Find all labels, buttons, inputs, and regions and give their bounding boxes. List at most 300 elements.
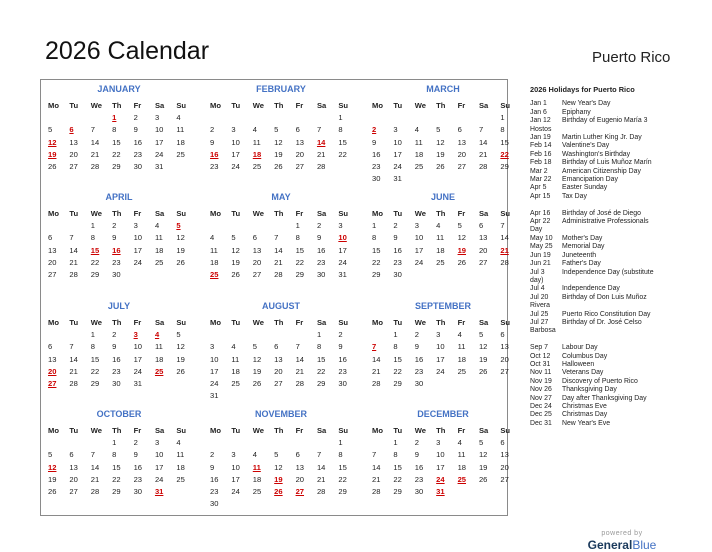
- holiday-name: Independence Day (substitute: [562, 268, 654, 276]
- day-cell: 20: [69, 474, 78, 484]
- day-cell: 17: [414, 245, 424, 255]
- day-cell: 16: [414, 462, 424, 472]
- weekday-header: Mo: [48, 209, 59, 218]
- day-cell: 4: [457, 438, 462, 448]
- day-cell: 28: [295, 378, 305, 388]
- empty-cell: [44, 437, 65, 449]
- weekday-header: Tu: [231, 426, 241, 435]
- day-cell: 9: [112, 342, 117, 352]
- holiday-date: Jun 19: [530, 251, 551, 259]
- day-cell: 13: [48, 354, 57, 364]
- weekday-header: Th: [112, 209, 122, 218]
- holiday-day-cell: 7: [372, 342, 377, 352]
- day-cell: 27: [500, 474, 509, 484]
- month-name: FEBRUARY: [256, 84, 306, 94]
- weekday-header: We: [252, 209, 265, 218]
- day-cell: 23: [112, 366, 121, 376]
- day-cell: 2: [133, 438, 138, 448]
- day-cell: 19: [274, 149, 283, 159]
- day-cell: 30: [414, 378, 424, 388]
- day-cell: 11: [457, 342, 466, 352]
- day-cell: 21: [316, 474, 326, 484]
- day-cell: 14: [316, 462, 326, 472]
- day-cell: 6: [295, 125, 300, 135]
- day-cell: 7: [316, 450, 322, 460]
- weekday-header: Th: [112, 101, 122, 110]
- empty-cell: [368, 437, 389, 449]
- day-cell: 2: [414, 330, 420, 340]
- day-cell: 10: [133, 342, 143, 352]
- day-cell: 28: [69, 378, 78, 388]
- day-cell: 17: [338, 245, 347, 255]
- day-cell: 14: [478, 137, 488, 147]
- day-cell: 7: [69, 342, 74, 352]
- holiday-day-cell: 24: [436, 474, 445, 484]
- weekday-header: Mo: [372, 426, 383, 435]
- holiday-name: Father's Day: [562, 260, 601, 268]
- holiday-list-item: [530, 294, 705, 302]
- weekday-header: Tu: [393, 209, 403, 218]
- day-cell: 15: [393, 354, 402, 364]
- empty-cell: [44, 220, 65, 232]
- day-cell: 23: [414, 366, 424, 376]
- day-cell: 6: [457, 125, 462, 135]
- day-cell: 23: [338, 366, 347, 376]
- weekday-header: Th: [436, 318, 446, 327]
- holiday-name: Independence Day: [562, 285, 620, 293]
- weekday-header: Sa: [154, 318, 165, 327]
- holiday-date: Apr 5: [530, 184, 547, 192]
- month-name: JUNE: [430, 192, 455, 202]
- day-cell: 27: [69, 161, 78, 171]
- holiday-date: Jan 6: [530, 108, 547, 116]
- day-cell: 6: [48, 233, 53, 243]
- day-cell: 18: [176, 137, 185, 147]
- day-cell: 2: [133, 113, 138, 123]
- day-cell: 29: [372, 269, 381, 279]
- day-cell: 16: [112, 354, 121, 364]
- empty-cell: [227, 220, 248, 232]
- empty-cell: [432, 112, 453, 124]
- day-cell: 22: [338, 149, 347, 159]
- day-cell: 10: [154, 450, 164, 460]
- weekday-header: Mo: [48, 101, 59, 110]
- day-cell: 11: [154, 342, 163, 352]
- day-cell: 25: [252, 161, 262, 171]
- day-cell: 31: [210, 391, 219, 401]
- month-days-grid: [206, 425, 356, 510]
- holiday-list-item: [530, 117, 705, 125]
- brand-logo: GeneralBlue: [587, 538, 657, 552]
- day-cell: 9: [316, 233, 322, 243]
- month-days-grid: [44, 425, 194, 498]
- holiday-day-cell: 25: [210, 269, 219, 279]
- weekday-header: Sa: [316, 209, 327, 218]
- day-cell: 5: [478, 438, 484, 448]
- day-cell: 26: [478, 474, 488, 484]
- day-cell: 19: [48, 474, 57, 484]
- day-cell: 4: [414, 125, 420, 135]
- holiday-day-cell: 4: [154, 330, 160, 340]
- day-cell: 18: [154, 354, 164, 364]
- day-cell: 13: [500, 342, 509, 352]
- day-cell: 3: [414, 221, 420, 231]
- empty-cell: [65, 437, 86, 449]
- month-name: NOVEMBER: [254, 409, 307, 419]
- month-name: MARCH: [426, 84, 460, 94]
- weekday-header: Tu: [69, 318, 79, 327]
- weekday-header: Fr: [133, 318, 142, 327]
- empty-cell: [368, 329, 389, 341]
- day-cell: 22: [90, 366, 100, 376]
- holiday-day-cell: 12: [48, 462, 57, 472]
- day-cell: 4: [436, 221, 441, 231]
- holiday-name: day): [530, 276, 544, 284]
- day-cell: 20: [457, 149, 467, 159]
- holiday-day-cell: 25: [154, 366, 164, 376]
- month-name: SEPTEMBER: [414, 301, 471, 311]
- day-cell: 23: [372, 161, 381, 171]
- day-cell: 12: [231, 245, 240, 255]
- day-cell: 16: [414, 354, 424, 364]
- day-cell: 24: [133, 366, 143, 376]
- day-cell: 1: [372, 221, 377, 231]
- holiday-name: Veterans Day: [562, 369, 604, 377]
- day-cell: 7: [274, 233, 279, 243]
- holiday-date: Jan 1: [530, 100, 547, 108]
- day-cell: 8: [316, 342, 322, 352]
- month-days-grid: [44, 208, 194, 281]
- day-cell: 17: [231, 149, 240, 159]
- day-cell: 23: [316, 257, 326, 267]
- day-cell: 3: [133, 221, 138, 231]
- day-cell: 26: [436, 161, 445, 171]
- holiday-date: Nov 26: [530, 386, 552, 394]
- day-cell: 30: [133, 486, 143, 496]
- day-cell: 14: [372, 462, 381, 472]
- weekday-header: Su: [338, 318, 349, 327]
- day-cell: 20: [48, 257, 57, 267]
- day-cell: 17: [133, 245, 143, 255]
- month-name: APRIL: [105, 192, 133, 202]
- day-cell: 6: [500, 438, 505, 448]
- day-cell: 2: [316, 221, 322, 231]
- empty-cell: [270, 437, 291, 449]
- holiday-name: Birthday of Luis Muñoz Marín: [562, 159, 652, 167]
- weekday-header: Tu: [393, 101, 403, 110]
- weekday-header: Mo: [48, 318, 59, 327]
- empty-cell: [249, 329, 270, 341]
- weekday-header: We: [414, 209, 427, 218]
- holiday-list-item: [530, 210, 705, 218]
- empty-cell: [454, 112, 475, 124]
- day-cell: 2: [112, 330, 117, 340]
- day-cell: 24: [414, 257, 424, 267]
- day-cell: 15: [338, 462, 347, 472]
- day-cell: 20: [295, 149, 305, 159]
- day-cell: 4: [252, 450, 258, 460]
- holiday-list-item: [530, 411, 705, 419]
- weekday-header: Fr: [133, 209, 142, 218]
- month-days-grid: [368, 317, 518, 390]
- day-cell: 21: [274, 257, 283, 267]
- weekday-header: Fr: [457, 318, 466, 327]
- day-cell: 1: [295, 221, 300, 231]
- weekday-header: Mo: [372, 101, 383, 110]
- day-cell: 28: [316, 486, 326, 496]
- day-cell: 15: [295, 245, 305, 255]
- holiday-date: Nov 19: [530, 377, 552, 385]
- weekday-header: Tu: [69, 101, 79, 110]
- day-cell: 31: [338, 269, 347, 279]
- day-cell: 30: [210, 499, 219, 509]
- day-cell: 22: [338, 474, 347, 484]
- day-cell: 20: [295, 474, 305, 484]
- day-cell: 25: [436, 257, 445, 267]
- holiday-day-cell: 27: [295, 486, 305, 496]
- day-cell: 10: [231, 137, 240, 147]
- empty-cell: [44, 329, 65, 341]
- day-cell: 11: [154, 233, 163, 243]
- holiday-date: Jul 4: [530, 285, 545, 293]
- holiday-list-item: [530, 344, 705, 352]
- day-cell: 24: [231, 161, 240, 171]
- day-cell: 10: [436, 450, 445, 460]
- day-cell: 21: [90, 149, 100, 159]
- day-cell: 22: [393, 366, 402, 376]
- holiday-list-item: [530, 302, 705, 310]
- holiday-day-cell: 21: [500, 245, 509, 255]
- holiday-date: Apr 16: [530, 209, 551, 217]
- day-cell: 14: [295, 354, 305, 364]
- weekday-header: Su: [176, 101, 187, 110]
- day-cell: 11: [414, 137, 423, 147]
- day-cell: 13: [252, 245, 262, 255]
- day-cell: 8: [500, 125, 505, 135]
- holiday-name: Thanksgiving Day: [562, 386, 617, 394]
- day-cell: 30: [414, 486, 424, 496]
- holiday-date: Apr 15: [530, 192, 551, 200]
- day-cell: 12: [176, 342, 185, 352]
- day-cell: 29: [316, 378, 326, 388]
- day-cell: 3: [154, 438, 160, 448]
- day-cell: 13: [457, 137, 467, 147]
- holiday-name: New Year's Eve: [562, 419, 611, 427]
- holiday-list-title: 2026 Holidays for Puerto Rico: [530, 85, 635, 94]
- day-cell: 12: [436, 137, 445, 147]
- footer-branding: [584, 530, 660, 552]
- holiday-list-item: [530, 395, 705, 403]
- weekday-header: Sa: [154, 426, 165, 435]
- day-cell: 13: [69, 462, 78, 472]
- holiday-list-item: [530, 327, 705, 335]
- day-cell: 16: [133, 137, 143, 147]
- day-cell: 10: [393, 137, 402, 147]
- day-cell: 25: [457, 366, 467, 376]
- day-cell: 23: [133, 149, 143, 159]
- holiday-name: Christmas Day: [562, 411, 608, 419]
- day-cell: 26: [176, 257, 185, 267]
- empty-cell: [270, 329, 291, 341]
- month-name: JULY: [107, 301, 131, 311]
- day-cell: 27: [252, 269, 262, 279]
- day-cell: 6: [48, 342, 53, 352]
- day-cell: 12: [252, 354, 262, 364]
- holiday-date: Feb 16: [530, 150, 552, 158]
- holiday-date: Dec 31: [530, 419, 552, 427]
- day-cell: 12: [457, 233, 467, 243]
- holiday-day-cell: 20: [48, 366, 57, 376]
- holiday-name: Easter Sunday: [562, 184, 608, 192]
- day-cell: 7: [295, 342, 300, 352]
- day-cell: 5: [252, 342, 258, 352]
- day-cell: 28: [372, 378, 381, 388]
- day-cell: 28: [478, 161, 488, 171]
- day-cell: 15: [90, 354, 100, 364]
- empty-cell: [313, 437, 334, 449]
- day-cell: 28: [69, 269, 78, 279]
- day-cell: 4: [457, 330, 462, 340]
- day-cell: 9: [210, 137, 215, 147]
- holiday-list-item: [530, 319, 705, 327]
- day-cell: 26: [478, 366, 488, 376]
- day-cell: 14: [69, 354, 78, 364]
- day-cell: 7: [478, 125, 484, 135]
- day-cell: 13: [69, 137, 78, 147]
- empty-cell: [389, 112, 410, 124]
- day-cell: 2: [210, 125, 215, 135]
- weekday-header: Su: [338, 209, 349, 218]
- holiday-list-item: [530, 176, 705, 184]
- day-cell: 6: [274, 342, 279, 352]
- holiday-name: Day: [530, 226, 543, 234]
- day-cell: 22: [372, 257, 381, 267]
- day-cell: 16: [393, 245, 402, 255]
- day-cell: 18: [176, 462, 185, 472]
- day-cell: 23: [393, 257, 402, 267]
- weekday-header: Fr: [295, 101, 304, 110]
- day-cell: 17: [231, 474, 240, 484]
- empty-cell: [44, 112, 65, 124]
- empty-cell: [206, 437, 227, 449]
- day-cell: 11: [457, 450, 466, 460]
- day-cell: 8: [112, 450, 117, 460]
- empty-cell: [227, 329, 248, 341]
- holiday-name: Rivera: [530, 302, 550, 310]
- day-cell: 19: [436, 149, 445, 159]
- weekday-header: Sa: [154, 209, 165, 218]
- weekday-header: Su: [176, 318, 187, 327]
- day-cell: 30: [372, 174, 381, 184]
- holiday-list-item: [530, 134, 705, 142]
- weekday-header: Tu: [231, 209, 241, 218]
- day-cell: 26: [274, 161, 283, 171]
- day-cell: 12: [274, 462, 283, 472]
- day-cell: 27: [69, 486, 78, 496]
- day-cell: 6: [478, 221, 484, 231]
- weekday-header: Tu: [231, 318, 241, 327]
- day-cell: 10: [414, 233, 424, 243]
- weekday-header: We: [414, 318, 427, 327]
- weekday-header: Fr: [457, 209, 466, 218]
- holiday-name: Barbosa: [530, 327, 556, 335]
- day-cell: 23: [112, 257, 121, 267]
- empty-cell: [249, 220, 270, 232]
- day-cell: 31: [154, 161, 164, 171]
- day-cell: 21: [372, 366, 381, 376]
- day-cell: 26: [48, 161, 57, 171]
- day-cell: 1: [90, 221, 96, 231]
- holiday-day-cell: 18: [252, 149, 262, 159]
- weekday-header: Mo: [210, 101, 221, 110]
- day-cell: 26: [48, 486, 57, 496]
- day-cell: 29: [393, 486, 402, 496]
- holiday-date: Apr 22: [530, 218, 551, 226]
- weekday-header: Th: [436, 426, 446, 435]
- day-cell: 27: [478, 257, 488, 267]
- day-cell: 18: [231, 366, 240, 376]
- day-cell: 28: [316, 161, 326, 171]
- day-cell: 19: [252, 366, 262, 376]
- weekday-header: Sa: [478, 209, 489, 218]
- day-cell: 6: [252, 233, 258, 243]
- holiday-name: Day after Thanksgiving Day: [562, 394, 647, 402]
- empty-cell: [206, 112, 227, 124]
- empty-cell: [475, 112, 496, 124]
- day-cell: 15: [393, 462, 402, 472]
- day-cell: 4: [231, 342, 236, 352]
- month-days-grid: [206, 317, 356, 402]
- weekday-header: Sa: [478, 318, 489, 327]
- empty-cell: [65, 220, 86, 232]
- weekday-header: We: [90, 101, 103, 110]
- day-cell: 25: [154, 257, 164, 267]
- day-cell: 11: [252, 137, 261, 147]
- day-cell: 7: [372, 450, 377, 460]
- holiday-name: Birthday of Dr. José Celso: [562, 318, 642, 326]
- holiday-list-item: [530, 311, 705, 319]
- day-cell: 29: [338, 486, 347, 496]
- holiday-name: New Year's Day: [562, 100, 611, 108]
- day-cell: 15: [316, 354, 326, 364]
- holiday-list-item: [530, 151, 705, 159]
- holiday-day-cell: 16: [112, 245, 121, 255]
- holiday-date: Oct 12: [530, 352, 551, 360]
- weekday-header: Fr: [133, 101, 142, 110]
- holiday-day-cell: 3: [133, 330, 138, 340]
- day-cell: 12: [274, 137, 283, 147]
- month-days-grid: [368, 425, 518, 498]
- month-name: DECEMBER: [417, 409, 469, 419]
- day-cell: 7: [69, 233, 74, 243]
- holiday-day-cell: 1: [112, 113, 117, 123]
- month-name: JANUARY: [97, 84, 141, 94]
- weekday-header: Su: [500, 318, 511, 327]
- weekday-header: We: [252, 318, 265, 327]
- holiday-day-cell: 19: [48, 149, 57, 159]
- day-cell: 29: [112, 161, 121, 171]
- day-cell: 24: [231, 486, 240, 496]
- weekday-header: Fr: [295, 209, 304, 218]
- day-cell: 9: [393, 233, 398, 243]
- empty-cell: [313, 112, 334, 124]
- holiday-name: Puerto Rico Constitution Day: [562, 310, 651, 318]
- holiday-list-item: [530, 285, 705, 293]
- day-cell: 4: [176, 438, 181, 448]
- holiday-name: Martin Luther King Jr. Day: [562, 134, 642, 142]
- day-cell: 11: [210, 245, 218, 255]
- day-cell: 5: [231, 233, 236, 243]
